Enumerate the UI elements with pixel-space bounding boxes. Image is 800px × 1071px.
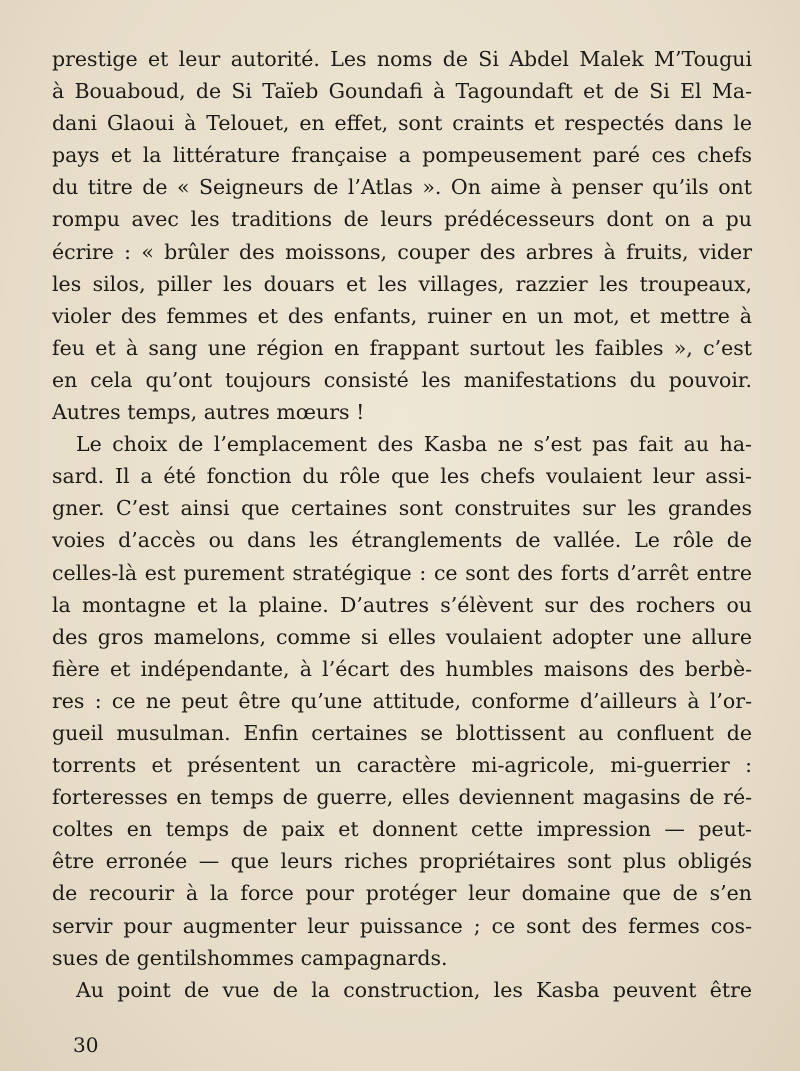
text-line: celles-là est purement stratégique : ce sont des forts d’arrêt entre bbox=[52, 560, 752, 585]
text-line: pays et la littérature française a pompeusement paré ces chefs bbox=[52, 143, 752, 168]
text-line: les silos, piller les douars et les villages, razzier les troupeaux, bbox=[52, 271, 752, 296]
text-line: à Bouaboud, de Si Taïeb Goundafi à Tagoundaft et de Si El Ma- bbox=[52, 79, 752, 104]
text-line: des gros mamelons, comme si elles voulaient adopter une allure bbox=[52, 624, 752, 649]
text-line: dani Glaoui à Telouet, en effet, sont craints et respectés dans le bbox=[52, 111, 752, 136]
body-text bbox=[52, 43, 752, 1006]
text-line: forteresses en temps de guerre, elles deviennent magasins de ré- bbox=[52, 785, 752, 810]
text-line: gueil musulman. Enfin certaines se blottissent au confluent de bbox=[52, 720, 752, 745]
paragraph-start-line: Le choix de l’emplacement des Kasba ne s’est pas fait au ha- bbox=[76, 432, 752, 457]
text-line: en cela qu’ont toujours consisté les manifestations du pouvoir. bbox=[52, 367, 752, 392]
paragraph-end-line: sues de gentilshommes campagnards. bbox=[52, 945, 448, 970]
paragraph-start-line: Au point de vue de la construction, les Kasba peuvent être bbox=[76, 977, 752, 1002]
text-line: coltes en temps de paix et donnent cette impression — peut- bbox=[52, 817, 752, 842]
text-line: violer des femmes et des enfants, ruiner en un mot, et mettre à bbox=[52, 303, 752, 328]
text-line: feu et à sang une région en frappant surtout les faibles », c’est bbox=[52, 335, 752, 360]
text-line: la montagne et la plaine. D’autres s’élèvent sur des rochers ou bbox=[52, 592, 752, 617]
text-line: fière et indépendante, à l’écart des humbles maisons des berbè- bbox=[52, 656, 752, 681]
text-line: gner. C’est ainsi que certaines sont construites sur les grandes bbox=[52, 496, 752, 521]
text-line: du titre de « Seigneurs de l’Atlas ». On aime à penser qu’ils ont bbox=[52, 175, 752, 200]
text-line: sard. Il a été fonction du rôle que les chefs voulaient leur assi- bbox=[52, 464, 752, 489]
text-line: écrire : « brûler des moissons, couper des arbres à fruits, vider bbox=[52, 239, 752, 264]
text-line: voies d’accès ou dans les étranglements de vallée. Le rôle de bbox=[52, 528, 752, 553]
paragraph-end-line: Autres temps, autres mœurs ! bbox=[52, 400, 365, 425]
page-number: 30 bbox=[73, 1033, 99, 1057]
text-line: être erronée — que leurs riches propriétaires sont plus obligés bbox=[52, 849, 752, 874]
text-line: de recourir à la force pour protéger leur domaine que de s’en bbox=[52, 881, 752, 906]
text-line: rompu avec les traditions de leurs prédécesseurs dont on a pu bbox=[52, 207, 752, 232]
text-line: prestige et leur autorité. Les noms de Si Abdel Malek M’Tougui bbox=[52, 47, 752, 71]
text-line: torrents et présentent un caractère mi-agricole, mi-guerrier : bbox=[52, 753, 752, 778]
text-line: servir pour augmenter leur puissance ; ce sont des fermes cos- bbox=[52, 913, 752, 938]
text-line: res : ce ne peut être qu’une attitude, conforme d’ailleurs à l’or- bbox=[52, 688, 752, 713]
